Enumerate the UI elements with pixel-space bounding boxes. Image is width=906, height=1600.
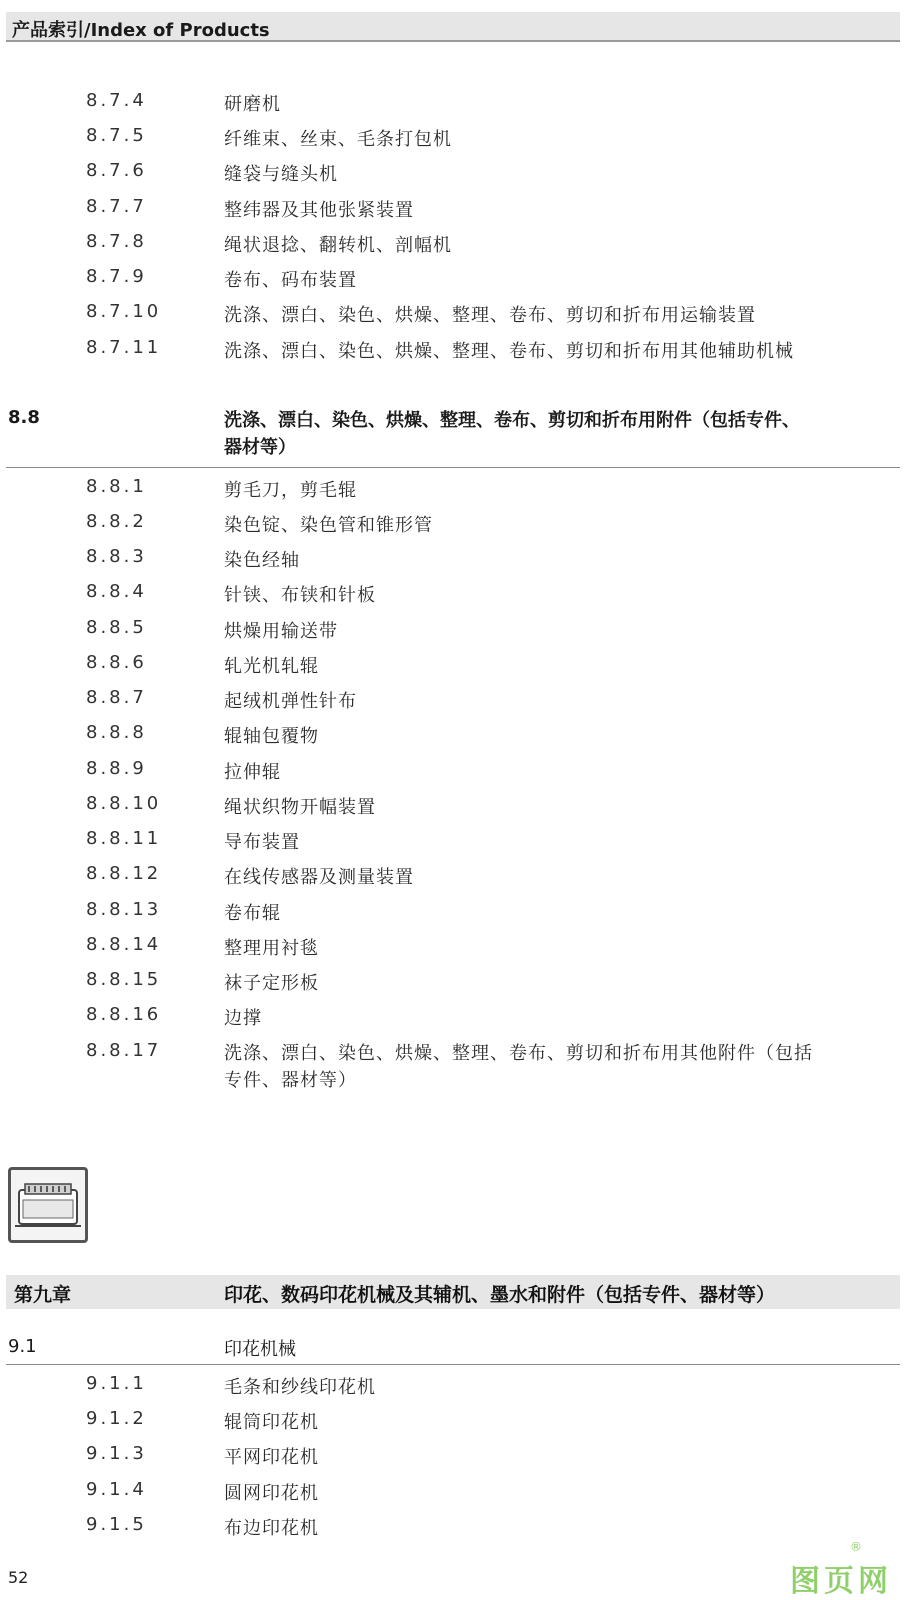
list-item: [0, 1373, 906, 1403]
item-text: 卷布辊: [224, 903, 281, 924]
page-number: 52: [8, 1568, 29, 1587]
item-code: 9.1.4: [86, 1479, 147, 1500]
item-text: 整纬器及其他张紧装置: [224, 200, 414, 221]
item-text: 卷布、码布装置: [224, 270, 357, 291]
item-code: 8.8.1: [86, 476, 147, 497]
item-code: 8.7.5: [86, 125, 147, 146]
watermark-logo: 图页网: [790, 1564, 892, 1599]
list-item: [0, 617, 906, 647]
item-code: 8.8.13: [86, 899, 162, 920]
section-code: 9.1: [8, 1336, 37, 1357]
item-text: 边撑: [224, 1008, 262, 1029]
list-item: [0, 125, 906, 155]
item-code: 8.7.4: [86, 90, 147, 111]
item-text: 平网印花机: [224, 1447, 319, 1468]
item-text: 辊轴包覆物: [224, 726, 319, 747]
item-text: 染色锭、染色管和锥形管: [224, 515, 433, 536]
list-item: [0, 266, 906, 296]
item-text: 拉伸辊: [224, 762, 281, 783]
list-item: [0, 1040, 906, 1096]
item-text: 毛条和纱线印花机: [224, 1377, 376, 1398]
list-item: [0, 581, 906, 611]
item-code: 8.8.12: [86, 863, 162, 884]
chapter-number: 第九章: [14, 1284, 72, 1306]
item-text: 起绒机弹性针布: [224, 691, 357, 712]
item-code: 9.1.1: [86, 1373, 147, 1394]
list-item: [0, 1443, 906, 1473]
list-item: [0, 511, 906, 541]
section-code: 8.8: [8, 407, 40, 428]
list-item: [0, 301, 906, 331]
item-text: 绳状退捻、翻转机、剖幅机: [224, 235, 452, 256]
item-text: 布边印花机: [224, 1518, 319, 1539]
item-code: 8.7.6: [86, 160, 147, 181]
item-text: 袜子定形板: [224, 973, 319, 994]
item-code: 8.7.8: [86, 231, 147, 252]
list-item: [0, 793, 906, 823]
page-header-title: 产品索引/Index of Products: [12, 20, 270, 41]
list-item: [0, 1004, 906, 1034]
list-item: [0, 476, 906, 506]
item-code: 8.7.7: [86, 196, 147, 217]
item-text: 纤维束、丝束、毛条打包机: [224, 129, 452, 150]
section-title-line2: 器材等）: [224, 437, 296, 458]
item-code: 8.8.4: [86, 581, 147, 602]
list-item: [0, 546, 906, 576]
item-code: 8.8.3: [86, 546, 147, 567]
list-item: [0, 90, 906, 120]
item-text: 缝袋与缝头机: [224, 164, 338, 185]
item-text: 烘燥用输送带: [224, 621, 338, 642]
item-code: 9.1.2: [86, 1408, 147, 1429]
list-item: [0, 1479, 906, 1509]
list-item: [0, 758, 906, 788]
list-item: [0, 652, 906, 682]
item-code: 9.1.5: [86, 1514, 147, 1535]
section-heading-9-1: [0, 1336, 906, 1366]
item-code: 8.8.16: [86, 1004, 162, 1025]
item-code: 8.8.6: [86, 652, 147, 673]
item-text: 圆网印花机: [224, 1483, 319, 1504]
section-divider: [6, 1364, 900, 1365]
item-code: 8.8.15: [86, 969, 162, 990]
item-text: 绳状织物开幅装置: [224, 797, 376, 818]
item-text-line1: 洗涤、漂白、染色、烘燥、整理、卷布、剪切和折布用其他附件（包括: [224, 1043, 813, 1064]
list-item: [0, 337, 906, 367]
item-code: 8.8.2: [86, 511, 147, 532]
item-code: 9.1.3: [86, 1443, 147, 1464]
chapter-heading-bar: [6, 1275, 900, 1309]
list-item: [0, 1408, 906, 1438]
item-code: 8.8.7: [86, 687, 147, 708]
item-text: 辊筒印花机: [224, 1412, 319, 1433]
section-divider: [6, 467, 900, 468]
item-text: 在线传感器及测量装置: [224, 867, 414, 888]
list-item: [0, 899, 906, 929]
item-text: 洗涤、漂白、染色、烘燥、整理、卷布、剪切和折布用运输装置: [224, 305, 756, 326]
item-text: 整理用衬毯: [224, 938, 319, 959]
list-item: [0, 969, 906, 999]
item-code: 8.7.9: [86, 266, 147, 287]
item-text-line2: 专件、器材等）: [224, 1070, 357, 1091]
registered-mark: ®: [850, 1540, 862, 1554]
printing-machine-icon: [8, 1167, 88, 1243]
item-code: 8.8.10: [86, 793, 162, 814]
list-item: [0, 828, 906, 858]
item-code: 8.8.9: [86, 758, 147, 779]
item-text: 剪毛刀，剪毛辊: [224, 480, 357, 501]
list-item: [0, 196, 906, 226]
item-code: 8.8.8: [86, 722, 147, 743]
item-text: 针铗、布铗和针板: [224, 585, 376, 606]
list-item: [0, 1514, 906, 1544]
item-text: 洗涤、漂白、染色、烘燥、整理、卷布、剪切和折布用其他辅助机械: [224, 341, 794, 362]
section-title-line1: 洗涤、漂白、染色、烘燥、整理、卷布、剪切和折布用附件（包括专件、: [224, 410, 800, 431]
list-item: [0, 722, 906, 752]
chapter-title: 印花、数码印花机械及其辅机、墨水和附件（包括专件、器材等）: [224, 1284, 776, 1306]
item-code: 8.7.10: [86, 301, 162, 322]
item-code: 8.7.11: [86, 337, 162, 358]
item-text: 导布装置: [224, 832, 300, 853]
list-item: [0, 863, 906, 893]
item-code: 8.8.17: [86, 1040, 162, 1061]
list-item: [0, 687, 906, 717]
item-code: 8.8.11: [86, 828, 162, 849]
section-title: 印花机械: [224, 1339, 296, 1360]
section-heading-8-8: [0, 407, 906, 465]
list-item: [0, 160, 906, 190]
item-code: 8.8.5: [86, 617, 147, 638]
item-text: 染色经轴: [224, 550, 300, 571]
list-item: [0, 934, 906, 964]
list-item: [0, 231, 906, 261]
page-header-bar: [6, 12, 900, 42]
item-code: 8.8.14: [86, 934, 162, 955]
item-text: 轧光机轧辊: [224, 656, 319, 677]
item-text: 研磨机: [224, 94, 281, 115]
